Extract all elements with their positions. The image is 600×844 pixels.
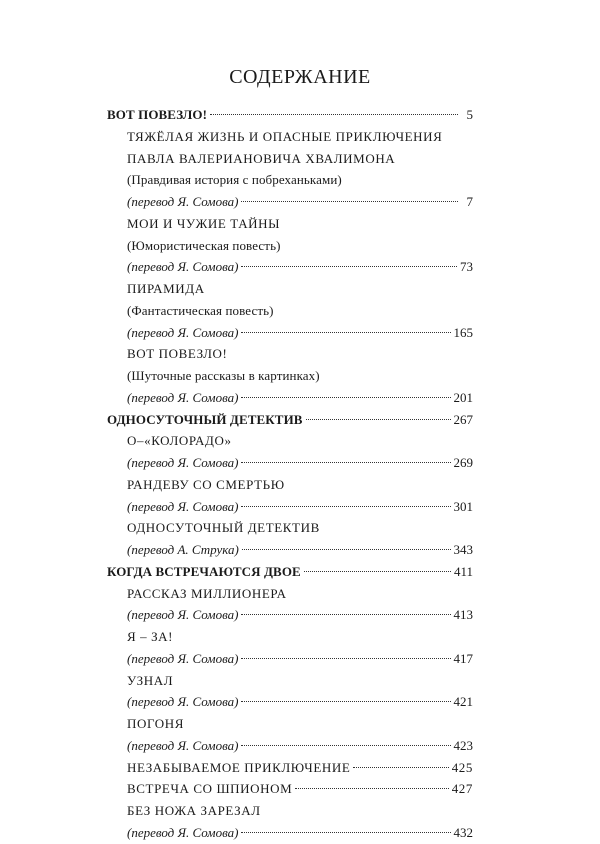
- translator-credit: (перевод Я. Сомова): [127, 324, 239, 340]
- translator-credit: (перевод Я. Сомова): [127, 259, 239, 275]
- toc-page-number: 267: [453, 411, 473, 427]
- toc-entry-translation: [107, 539, 473, 561]
- translator-credit: (перевод Я. Сомова): [127, 194, 239, 209]
- toc-entry-translation: [107, 256, 473, 278]
- translator-credit: (перевод Я. Сомова): [127, 650, 239, 666]
- toc-page-number: 7: [466, 194, 473, 209]
- translator-credit: (перевод Я. Сомова): [127, 607, 239, 623]
- dot-leader: [210, 114, 458, 115]
- toc-entry-translation: [107, 648, 473, 670]
- toc-entry-subtitle: (Фантастическая повесть): [127, 302, 274, 318]
- toc-entry-title: НЕЗАБЫВАЕМОЕ ПРИКЛЮЧЕНИЕ: [127, 759, 351, 775]
- toc-entry-translation: [107, 387, 473, 409]
- toc-page-number: 432: [453, 824, 473, 840]
- toc-entry-title: ПОГОНЯ: [127, 716, 185, 731]
- dot-leader: [241, 658, 450, 659]
- toc-entry-translation: [107, 496, 473, 518]
- toc-entry-translation: [107, 735, 473, 757]
- toc-entry-title: ВОТ ПОВЕЗЛО!: [127, 346, 228, 362]
- dot-leader: [241, 701, 450, 702]
- dot-leader: [241, 462, 450, 463]
- dot-leader: [353, 767, 448, 768]
- translator-credit: (перевод Я. Сомова): [127, 389, 239, 405]
- toc-entry-title: КОГДА ВСТРЕЧАЮТСЯ ДВОЕ: [107, 563, 301, 579]
- toc-entry-title: ПИРАМИДА: [127, 281, 205, 296]
- toc-entry-title: РАССКАЗ МИЛЛИОНЕРА: [127, 585, 287, 601]
- toc-page-number: 165: [453, 324, 473, 340]
- toc-entry-subtitle: (Шуточные рассказы в картинках): [127, 368, 320, 383]
- toc-entry-translation: [107, 691, 473, 713]
- toc-entry-title: ОДНОСУТОЧНЫЙ ДЕТЕКТИВ: [127, 520, 320, 536]
- toc-page-number: 427: [451, 781, 473, 797]
- toc-entry-title: ВОТ ПОВЕЗЛО!: [107, 107, 208, 122]
- toc-entry-title: РАНДЕВУ СО СМЕРТЬЮ: [127, 476, 285, 492]
- translator-credit: (перевод Я. Сомова): [127, 824, 239, 840]
- dot-leader: [242, 549, 451, 550]
- toc-page-number: 413: [453, 607, 473, 623]
- dot-leader: [306, 419, 451, 420]
- toc-entry: [107, 778, 473, 800]
- toc-entry-section: [107, 409, 473, 431]
- dot-leader: [241, 266, 457, 267]
- dot-leader: [295, 788, 448, 789]
- dot-leader: [241, 614, 450, 615]
- translator-credit: (перевод Я. Сомова): [127, 694, 239, 710]
- toc-page-number: 73: [460, 259, 473, 275]
- toc-page-number: 423: [453, 737, 473, 753]
- toc-entry-title: Я – ЗА!: [127, 629, 174, 644]
- toc-entry-title: УЗНАЛ: [127, 672, 174, 688]
- dot-leader: [241, 506, 450, 507]
- toc-page-number: 425: [451, 759, 473, 775]
- translator-credit: (перевод Я. Сомова): [127, 498, 239, 514]
- toc-entry-subtitle: (Юмористическая повесть): [127, 237, 281, 253]
- toc-page-number: 201: [453, 389, 473, 405]
- toc-entry-title: ТЯЖЁЛАЯ ЖИЗНЬ И ОПАСНЫЕ ПРИКЛЮЧЕНИЯ: [127, 128, 443, 144]
- toc-page-number: 301: [453, 498, 473, 514]
- toc-entry-translation: [107, 604, 473, 626]
- page-title: СОДЕРЖАНИЕ: [229, 66, 371, 88]
- toc-page-number: 411: [453, 563, 473, 579]
- dot-leader: [241, 397, 450, 398]
- toc-entry-subtitle: (Правдивая история с побреханьками): [127, 172, 342, 188]
- toc-entry-translation: [107, 322, 473, 344]
- toc-entry-title: БЕЗ НОЖА ЗАРЕЗАЛ: [127, 803, 261, 818]
- dot-leader: [241, 201, 458, 202]
- translator-credit: (перевод А. Струка): [127, 542, 239, 557]
- toc-entry-title: ВСТРЕЧА СО ШПИОНОМ: [127, 781, 293, 797]
- toc-entry-section: [107, 561, 473, 583]
- toc-entry-section: [107, 104, 473, 126]
- toc-entry-translation: [107, 191, 473, 213]
- toc-page-number: 421: [453, 694, 473, 710]
- toc-entry-translation: [107, 452, 473, 474]
- dot-leader: [241, 332, 450, 333]
- toc-page-number: 417: [453, 650, 473, 666]
- translator-credit: (перевод Я. Сомова): [127, 737, 239, 753]
- toc-entry-title: ОДНОСУТОЧНЫЙ ДЕТЕКТИВ: [107, 411, 303, 427]
- toc-page-number: 343: [453, 542, 473, 557]
- dot-leader: [304, 571, 451, 572]
- toc-page-number: 5: [466, 107, 473, 122]
- toc-entry-translation: [107, 822, 473, 844]
- toc-entry-title: МОИ И ЧУЖИЕ ТАЙНЫ: [127, 215, 281, 231]
- toc-entry: [107, 757, 473, 779]
- toc-page-number: 269: [453, 455, 473, 470]
- dot-leader: [241, 745, 450, 746]
- toc-entry-title: О–«КОЛОРАДО»: [127, 433, 232, 449]
- table-of-contents: [107, 104, 473, 844]
- dot-leader: [241, 832, 450, 833]
- toc-entry-title: ПАВЛА ВАЛЕРИАНОВИЧА ХВАЛИМОНА: [127, 150, 396, 166]
- translator-credit: (перевод Я. Сомова): [127, 455, 239, 470]
